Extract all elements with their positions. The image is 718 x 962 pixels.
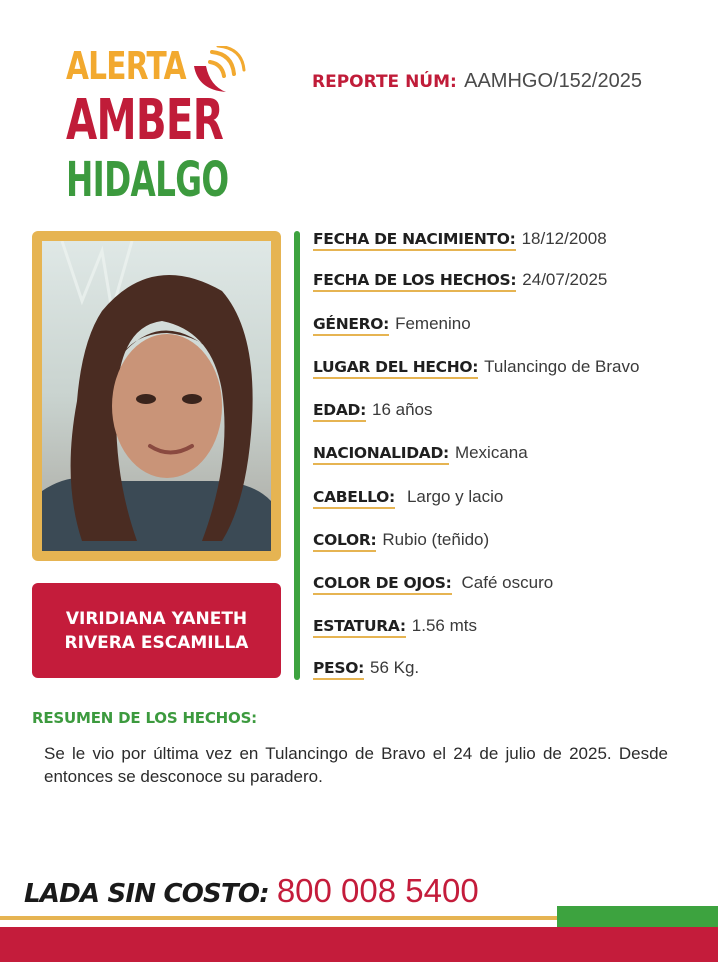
field-nationality [313, 443, 528, 465]
field-value: 56 Kg. [370, 658, 420, 677]
field-value: Mexicana [454, 443, 528, 462]
field-label: PESO: [313, 659, 364, 680]
missing-person-photo [42, 241, 271, 551]
person-name-line1: VIRIDIANA YANETH [65, 608, 248, 629]
field-label: ESTATURA: [313, 617, 406, 638]
footer-stripe-red [0, 927, 718, 962]
field-label: NACIONALIDAD: [313, 444, 449, 465]
person-name-line2: RIVERA ESCAMILLA [64, 632, 249, 653]
report-number-label: REPORTE NÚM: [312, 72, 457, 92]
field-label: COLOR: [313, 531, 376, 552]
hotline [24, 872, 479, 910]
field-label: COLOR DE OJOS: [313, 574, 452, 595]
field-weight [313, 658, 419, 680]
report-number [312, 70, 642, 93]
summary-text: Se le vio por última vez en Tulancingo de Bravo el 24 de julio de 2025. Desde entonces se desconoce su paradero. [44, 744, 668, 786]
field-label: FECHA DE NACIMIENTO: [313, 230, 516, 251]
report-number-value: AAMHGO/152/2025 [464, 70, 642, 92]
field-location [313, 357, 639, 379]
photo-frame [32, 231, 281, 561]
field-value: Café oscuro [461, 573, 554, 592]
field-value: 18/12/2008 [521, 229, 607, 248]
logo-alerta-text: ALERTA [66, 44, 186, 88]
field-value: Rubio (teñido) [382, 530, 490, 549]
field-eye-color [313, 573, 553, 595]
field-label: CABELLO: [313, 488, 395, 509]
alerta-amber-hidalgo-logo [66, 44, 256, 208]
summary-title: RESUMEN DE LOS HECHOS: [32, 709, 257, 727]
field-label: LUGAR DEL HECHO: [313, 358, 478, 379]
field-gender [313, 314, 471, 336]
field-hair [313, 487, 503, 509]
logo-amber-text: AMBER [66, 88, 224, 153]
field-hair-color [313, 530, 489, 552]
logo-hidalgo-text: HIDALGO [66, 152, 229, 208]
hotline-label: LADA SIN COSTO: [24, 879, 269, 909]
person-name-box [32, 583, 281, 678]
hotline-number[interactable]: 800 008 5400 [276, 872, 479, 909]
footer-stripe-green [557, 906, 718, 927]
field-height [313, 616, 477, 638]
field-value: 24/07/2025 [522, 270, 608, 289]
person-name [65, 607, 249, 655]
field-value: 1.56 mts [411, 616, 477, 635]
field-event-date [313, 270, 607, 292]
section-divider-bar [294, 231, 300, 680]
field-value: 16 años [372, 400, 433, 419]
field-label: FECHA DE LOS HECHOS: [313, 271, 516, 292]
portrait-illustration [42, 241, 271, 551]
field-value: Femenino [395, 314, 471, 333]
footer-stripe-gold [0, 916, 557, 920]
field-birthdate [313, 229, 607, 251]
field-label: EDAD: [313, 401, 366, 422]
field-value: Tulancingo de Bravo [484, 357, 640, 376]
field-value: Largo y lacio [406, 487, 504, 506]
field-age [313, 400, 433, 422]
field-label: GÉNERO: [313, 315, 389, 336]
